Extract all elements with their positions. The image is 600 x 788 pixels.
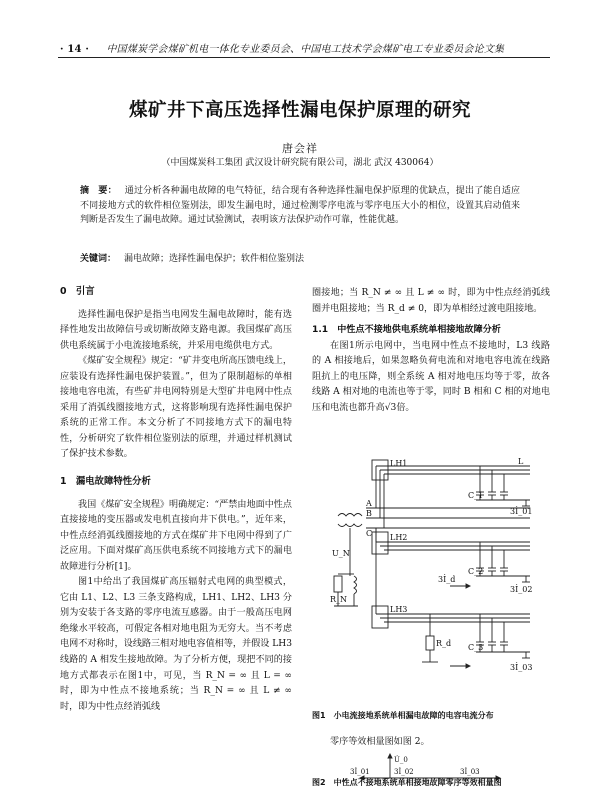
keywords xyxy=(80,252,520,266)
paragraph: 圈接地；当 R_N ≠ ∞ 且 L ≠ ∞ 时，即为中性点经消弧线圈并电阻接地；当 R_d ≠ 0，即为单相经过渡电阻接地。 xyxy=(312,288,550,314)
fig2-label-3i01: 3İ_01 xyxy=(350,768,370,776)
paragraph: 《煤矿安全规程》规定：“矿井变电所高压馈电线上，应装设有选择性漏电保护装置。”，但为了限制超标的单相接地电容电流，有些矿井电网特别是大型矿井电网中性点采用了消弧线圈接地方式，这将影响现有选择性漏电保护系统的正常工作。本文分析了不同接地方式下的漏电特性，分析研究了软件相位鉴别法的原理，并通过样机测试了保护技术参数。 xyxy=(60,356,292,460)
fig1-label-3id: 3İ_d xyxy=(438,575,456,584)
page-number: · 14 · xyxy=(60,44,90,55)
figure-1-caption: 图1 小电流接地系统单相漏电故障的电容电流分布 xyxy=(312,711,494,720)
paper-title: 煤矿井下高压选择性漏电保护原理的研究 xyxy=(128,100,471,121)
fig2-label-3i03: 3İ_03 xyxy=(460,768,480,776)
subsection-heading: 1.1 中性点不接地供电系统单相接地故障分析 xyxy=(312,325,501,336)
fig1-label-rd: R_d xyxy=(436,639,452,648)
author: 唐会祥 xyxy=(282,142,318,155)
left-column xyxy=(60,284,292,715)
right-column xyxy=(312,286,550,416)
fig1-label-c2: C_2 xyxy=(468,567,484,576)
paragraph: 选择性漏电保护是指当电网发生漏电故障时，能有选择性地发出故障信号或切断故障支路电源。我国煤矿高压供电系统属于小电流接地系统，并采用电缆供电方式。 xyxy=(60,309,292,351)
fig1-label-lh2: LH2 xyxy=(390,533,408,542)
keywords-label: 关键词： xyxy=(80,254,117,264)
fig1-label-3i02: 3İ_02 xyxy=(510,585,533,594)
header-rule xyxy=(58,57,550,58)
affiliation: （中国煤炭科工集团 武汉设计研究院有限公司，湖北 武汉 430064） xyxy=(161,158,439,168)
paragraph: 在图1所示电网中，当电网中性点不接地时，L3 线路的 A 相接地后，如果忽略负荷电流和对地电容电流在线路阻抗上的电压降，则全系统 A 相对地电压均等于零，故各线路 A 相对地的电流也等于零，同时 B 相和 C 相的对地电压和电流也都升高√3倍。 xyxy=(312,340,550,413)
fig1-label-b: B xyxy=(366,509,372,518)
fig2-label-3i02: 3İ_02 xyxy=(394,768,414,776)
fig1-label-3i03: 3İ_03 xyxy=(510,663,533,672)
figure-1-circuit-diagram xyxy=(330,456,550,700)
fig1-label-c1: C_1 xyxy=(468,491,484,500)
fig2-label-u0: U̇_0 xyxy=(394,756,408,764)
figure-2-caption: 图2 中性点不接地系统单相接地故障零序等效相量图 xyxy=(312,778,502,787)
journal-name: 中国煤炭学会煤矿机电一体化专业委员会、中国电工技术学会煤矿电工专业委员会论文集 xyxy=(106,44,505,55)
keywords-text: 漏电故障；选择性漏电保护；软件相位鉴别法 xyxy=(124,254,305,264)
section-heading-intro: 0 引言 xyxy=(60,286,95,297)
fig1-label-3i01: 3İ_01 xyxy=(510,507,533,516)
fig1-label-un: U_N xyxy=(332,549,350,558)
paragraph: 零序等效相量图如图 2。 xyxy=(330,737,430,747)
fig1-label-c: C xyxy=(366,529,373,538)
fig1-label-lh3: LH3 xyxy=(390,605,408,614)
paragraph: 我国《煤矿安全规程》明确规定：“严禁由地面中性点直接接地的变压器或发电机直接向井下供电。”，近年来，中性点经消弧线圈接地的方式在煤矿井下电网中得到了广泛应用。下面对煤矿高压供电系统不同接地方式下的漏电故障进行分析[1]。 xyxy=(60,499,292,572)
fig1-label-c3: C_3 xyxy=(468,643,484,652)
paragraph: 图1中给出了我国煤矿高压辐射式电网的典型模式，它由 L1、L2、L3 三条支路构成，LH1、LH2、LH3 分别为安装于各支路的零序电流互感器。由于一般高压电网绝缘水平较高，可假定各相对地电阻为无穷大。当不考虑电网不对称时，设线路三相对地电容值相等，并假设 LH3 线路的 A 相发生接地故障。为了分析方便，现把不同的接地方式都表示在图1中，可见，当 R_N = ∞ 且 L = ∞ 时，即为中性点不接地系统；当 R_N = ∞ 且 L ≠ ∞ 时，即为中性点经消弧线 xyxy=(60,577,292,712)
abstract-label: 摘 要： xyxy=(80,186,117,196)
abstract-text: 通过分析各种漏电故障的电气特征，结合现有各种选择性漏电保护原理的优缺点，提出了能自适应不同接地方式的软件相位鉴别法，即发生漏电时，通过检测零序电流与零序电压大小的相位，设置其启动值来判断是否发生了漏电故障。通过试验测试，表明该方法保护动作可靠，性能优越。 xyxy=(80,186,520,226)
fig1-label-lh1: LH1 xyxy=(390,459,408,468)
section-heading-fault-analysis: 1 漏电故障特性分析 xyxy=(60,476,151,488)
fig1-label-rn: R_N xyxy=(330,595,348,604)
fig1-label-a: A xyxy=(366,499,372,508)
running-head xyxy=(60,40,550,55)
fig1-label-l: L xyxy=(518,457,524,466)
abstract xyxy=(80,184,520,228)
